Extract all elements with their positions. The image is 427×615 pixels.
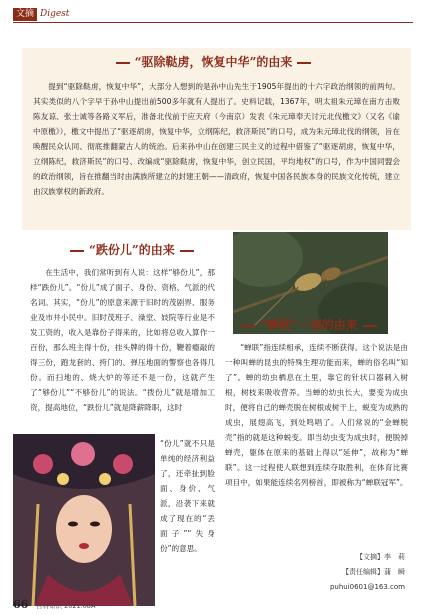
author-credit: 【文摘】李 莉 xyxy=(356,553,405,561)
section-tag: 文摘 xyxy=(13,8,37,21)
page-number: 66 xyxy=(13,598,29,611)
title-ornament-left xyxy=(241,325,255,327)
title-ornament-right xyxy=(297,62,311,64)
editor-email: puhui0601@163.com xyxy=(329,583,405,591)
article-3-title-text: “蝉联”一词的由来 xyxy=(260,318,358,332)
article-3-title xyxy=(236,318,382,332)
publication-source: 百科知识 2021.08A xyxy=(36,602,96,610)
editor-credit: 【责任编辑】蒲 瞬 xyxy=(342,568,405,576)
article-1-title xyxy=(0,55,427,69)
article-2-body: 在生活中，我们常听到有人说：这样“够份儿”，那样“跌份儿”。“份儿”成了面子、身份、资格、气派的代名词。其实，“份儿”的原意来源于旧时的茂剧界、服务业及市井小民中。旧时茂班子、澡堂、妓院等行业是不发工资的，收入是靠份子得来的，比如将总收入算作一百份，那么班主得十份，挂头牌的得十份，鞭着瘾敲的得三份，跑龙套的、挎门的、弹压地面的警察也各得几份。而扫地的、烧大炉的等还不是一份，这就产生了“够份儿”“不够份儿”的说法。“拨份儿”就是增加工资，提高地位，“跌份儿”就是降薪降职，这时 xyxy=(30,268,215,412)
title-ornament-left xyxy=(116,62,130,64)
opera-photo xyxy=(13,434,155,606)
header-rule xyxy=(13,22,413,23)
article-2-body-continued: “份儿”就不只是单纯的经济利益了，还牵扯到脸面、身价、气派，沿袭下来就成了现在的“丢面子”“失身份”的意思。 xyxy=(160,439,215,553)
section-name: Digest xyxy=(40,9,70,19)
article-2-title-text: “跌份儿”的由来 xyxy=(89,243,175,257)
article-3-body: “蝉联”指连续相承，连续不断获得。这个说法是由一种叫蝉的昆虫的特殊生理功能而来，蝉的俗名叫“知了”。蝉的幼虫栖息在土里，靠它的针状口器刺入树根，树枝来吸收营养。当蝉的幼虫长大，要变为成虫时，便将自己的蝉壳脱在树根或树干上，蜕变为成熟的成虫，展翅高飞，到处鸣唱了。人们常说的“金蝉脱壳”指的就是这种蜕变。即当幼虫变为成虫时，便脱掉蝉壳，躯体在原来的基础上得以“延伸”，故称为“蝉联”。这一过程使人联想到连续夺取胜利，在体育比赛项目中，如果能连续名列榜首，即被称为“蝉联冠军”。 xyxy=(225,343,408,487)
opera-performer-illustration xyxy=(13,434,155,606)
article-1-title-text: “驱除鞑虏，恢复中华”的由来 xyxy=(134,55,293,69)
article-2-title xyxy=(65,243,199,257)
article-1-body: 提到“驱除鞑虏，恢复中华”，大部分人想到的是孙中山先生于1905年提出的十六字政治纲领的前两句。其实类似的八个字早于孙中山提出前500多年就有人提出了。史料记载，1367年，明太祖朱元璋在南方击败陈友谅、张士诚等各路义军后，准备北伐前于应天府（今南京）发表《朱元璋奉天讨元北伐檄文》（又名《谕中原檄》），檄文中提出了“驱逐胡虏，恢复中华，立纲陈纪，救济斯民”的口号，成为朱元璋北伐的纲领，旨在唤醒民众认同、彻底推翻蒙古人的统治。后来孙中山在创建三民主义的过程中借鉴了“驱逐胡虏，恢复中华，立纲陈纪，救济斯民”的口号、改编成“驱除鞑虏，恢复中华，创立民国，平均地权”的口号，作为中国同盟会的政治纲领，旨在推翻当时由满族所建立的封建王朝——清政府，恢复中国各民族本身的民族文化传统，建立由汉族掌权的新政府。 xyxy=(33,82,400,196)
title-ornament-right xyxy=(180,250,194,252)
title-ornament-right xyxy=(363,325,377,327)
title-ornament-left xyxy=(70,250,84,252)
